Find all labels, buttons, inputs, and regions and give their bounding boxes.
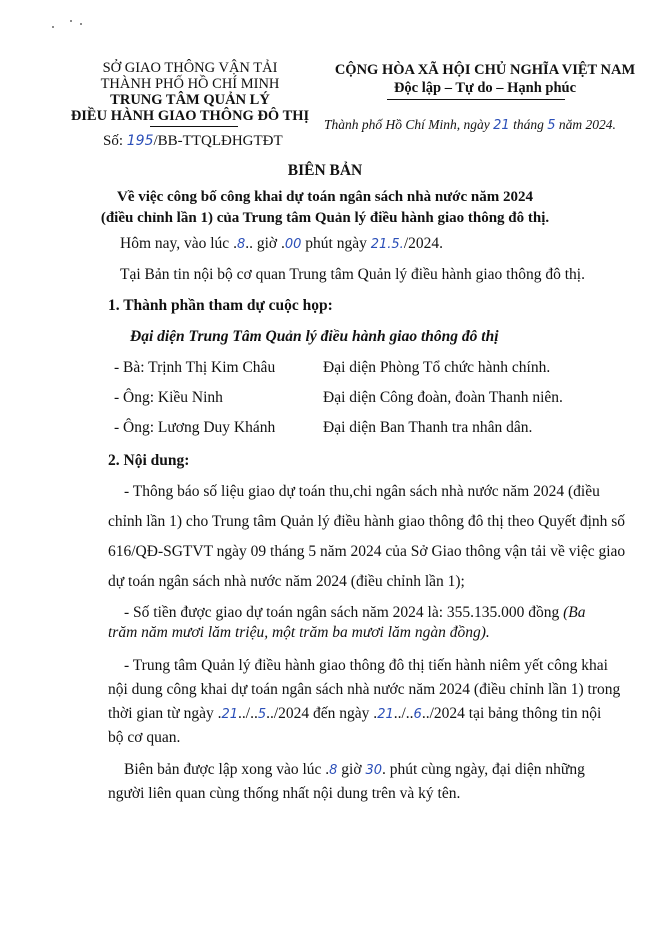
opening-minute-handwritten: 00 <box>284 237 302 252</box>
closing-hour-handwritten: 8 <box>329 763 338 778</box>
to-month-handwritten: 6 <box>413 707 422 722</box>
para1-line: dự toán ngân sách nhà nước năm 2024 (điều chỉnh lần 1); <box>108 573 465 590</box>
title-subject-line2: (điều chỉnh lần 1) của Trung tâm Quản lý điều hành giao thông đô thị. <box>100 210 550 226</box>
para3-line: nội dung công khai dự toán ngân sách nhà nước năm 2024 (điều chỉnh lần 1) trong <box>108 681 621 698</box>
title-subject-line1: Về việc công bố công khai dự toán ngân sách nhà nước năm 2024 <box>117 189 533 205</box>
section1-subheading: Đại diện Trung Tâm Quản lý điều hành giao thông đô thị <box>130 328 499 345</box>
scan-speck <box>80 23 82 25</box>
city-name: THÀNH PHỐ HỒ CHÍ MINH <box>100 76 280 92</box>
attendee-role: Đại diện Ban Thanh tra nhân dân. <box>323 419 533 436</box>
date-day-handwritten: 21 <box>493 118 510 133</box>
agency-name: SỞ GIAO THÔNG VẬN TẢI <box>102 60 278 76</box>
attendee-role: Đại diện Công đoàn, đoàn Thanh niên. <box>323 389 563 406</box>
issue-date: Thành phố Hồ Chí Minh, ngày 21 tháng 5 năm 2024. <box>324 117 616 133</box>
number-handwritten: 195 <box>126 133 154 149</box>
motto: Độc lập – Tự do – Hạnh phúc <box>393 80 577 96</box>
number-label: Số: <box>103 133 124 149</box>
attendee-name: - Ông: Kiều Ninh <box>114 389 223 406</box>
from-month-handwritten: 5 <box>257 707 267 722</box>
opening-time: Hôm nay, vào lúc .8.. giờ .00 phút ngày 21.5./2024. <box>120 235 443 252</box>
opening-date-handwritten: 21.5. <box>370 237 404 252</box>
header-left <box>60 60 320 124</box>
para1-line: chỉnh lần 1) cho Trung tâm Quản lý điều hành giao thông đô thị theo Quyết định số <box>108 513 626 530</box>
date-month-handwritten: 5 <box>547 118 556 133</box>
para3-line: bộ cơ quan. <box>108 729 181 746</box>
nation-title: CỘNG HÒA XÃ HỘI CHỦ NGHĨA VIỆT NAM <box>334 62 636 78</box>
closing-line1: Biên bản được lập xong vào lúc .8 giờ 30. phút cùng ngày, đại diện những <box>124 761 585 778</box>
opening-hour-handwritten: 8 <box>236 237 246 252</box>
scan-speck <box>52 26 54 28</box>
para2-line1: - Số tiền được giao dự toán ngân sách năm 2024 là: 355.135.000 đồng (Ba <box>124 604 586 621</box>
attendee-name: - Bà: Trịnh Thị Kim Châu <box>114 359 276 376</box>
number-suffix: /BB-TTQLĐHGTĐT <box>153 133 283 149</box>
attendee-role: Đại diện Phòng Tổ chức hành chính. <box>323 359 551 376</box>
document-number <box>103 133 283 150</box>
attendee-name: - Ông: Lương Duy Khánh <box>114 419 276 436</box>
para1-line: - Thông báo số liệu giao dự toán thu,chi ngân sách nhà nước năm 2024 (điều <box>124 483 600 500</box>
para1-line: 616/QĐ-SGTVT ngày 09 tháng 5 năm 2024 của Sở Giao thông vận tải về việc giao <box>108 543 626 560</box>
section2-heading: 2. Nội dung: <box>108 452 190 469</box>
closing-line2: người liên quan cùng thống nhất nội dung trên và ký tên. <box>108 785 461 802</box>
document-title: BIÊN BẢN <box>287 162 363 179</box>
from-day-handwritten: 21 <box>221 707 239 722</box>
scan-speck <box>70 20 72 22</box>
opening-location: Tại Bản tin nội bộ cơ quan Trung tâm Quản lý điều hành giao thông đô thị. <box>120 266 585 283</box>
section1-heading: 1. Thành phần tham dự cuộc họp: <box>108 297 333 314</box>
para3-line: - Trung tâm Quản lý điều hành giao thông đô thị tiến hành niêm yết công khai <box>124 657 608 674</box>
closing-minute-handwritten: 30 <box>365 763 382 778</box>
para2-line2: trăm năm mươi lăm triệu, một trăm ba mươi lăm ngàn đồng). <box>108 624 490 641</box>
header-left-underline <box>150 126 238 127</box>
motto-underline <box>387 99 565 100</box>
para3-line3: thời gian từ ngày .21../..5../2024 đến ngày .21../..6../2024 tại bảng thông tin nội <box>108 705 602 722</box>
org-name-line1: TRUNG TÂM QUẢN LÝ <box>110 92 270 108</box>
org-name-line2: ĐIỀU HÀNH GIAO THÔNG ĐÔ THỊ <box>70 108 310 124</box>
to-day-handwritten: 21 <box>377 707 394 722</box>
